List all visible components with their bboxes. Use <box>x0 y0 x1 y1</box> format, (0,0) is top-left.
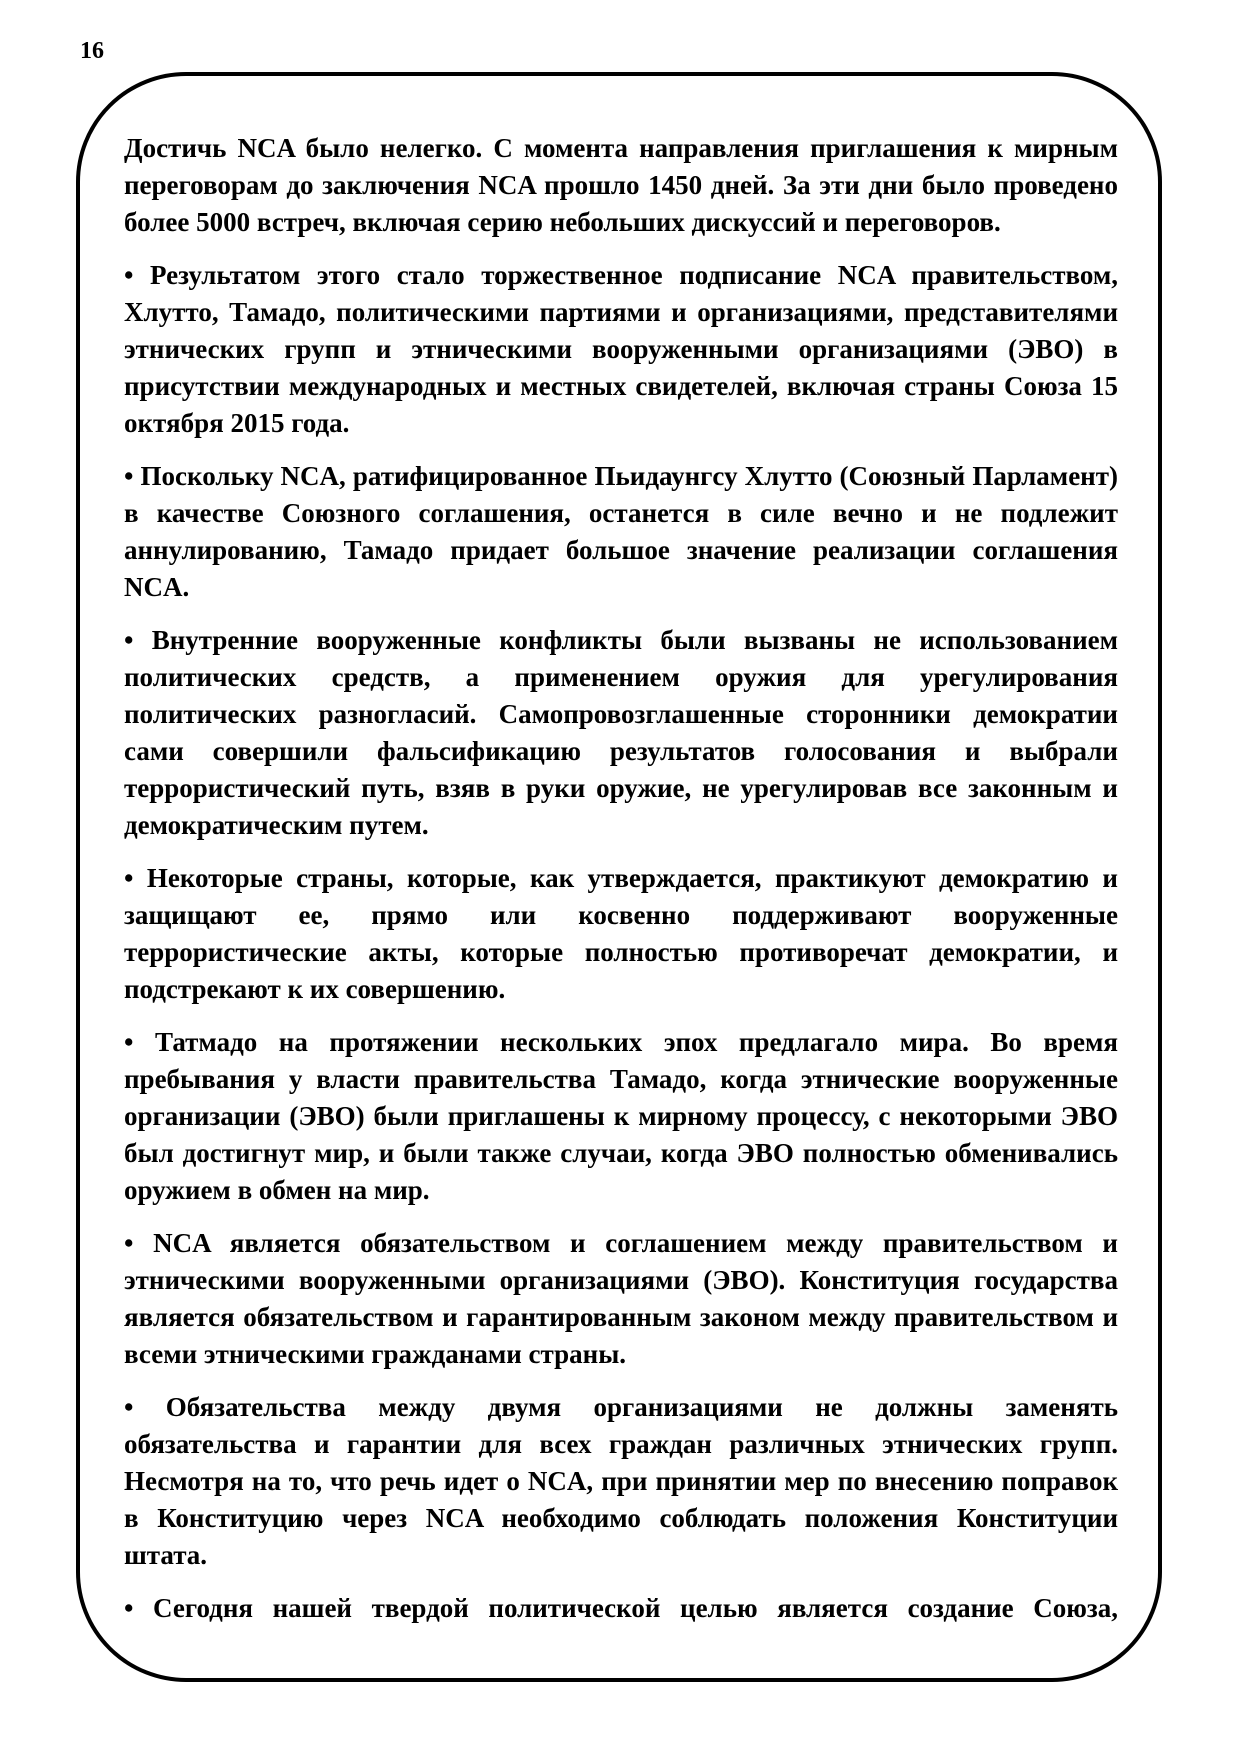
paragraph-obligations: • Обязательства между двумя организациями не должны заменять обязательства и гарантии для всех граждан различных этнических групп. Несмотря на то, что речь идет о NCA, при принятии мер по внесению поправок в Конституцию через NCA необходимо соблюдать положения Конституции штата. <box>124 1392 1118 1570</box>
paragraph-foreign-support: • Некоторые страны, которые, как утверждается, практикуют демократию и защищают ее, прямо или косвенно поддерживают вооруженные террористические акты, которые полностью противоречат демократии, и подстрекают к их совершению. <box>124 863 1118 1004</box>
body-text <box>124 130 1118 1643</box>
paragraph-intro: Достичь NCA было нелегко. С момента направления приглашения к мирным переговорам до заключения NCA прошло 1450 дней. За эти дни было проведено более 5000 встреч, включая серию небольших дискуссий и переговоров. <box>124 133 1118 237</box>
paragraph-nca-commitment: • NCA является обязательством и соглашением между правительством и этническими вооруженными организациями (ЭВО). Конституция государства является обязательством и гарантированным законом между правительством и всеми этническими гражданами страны. <box>124 1228 1118 1369</box>
paragraph-political-goal: • Сегодня нашей твердой политической целью является создание Союза, <box>124 1593 1118 1623</box>
paragraph-tatmadaw-peace: • Татмадо на протяжении нескольких эпох предлагало мира. Во время пребывания у власти правительства Тамадо, когда этнические вооруженные организации (ЭВО) были приглашены к мирному процессу, с некоторыми ЭВО был достигнут мир, и были также случаи, когда ЭВО полностью обменивались оружием в обмен на мир. <box>124 1027 1118 1205</box>
paragraph-signing: • Результатом этого стало торжественное подписание NCA правительством, Хлутто, Тамадо, политическими партиями и организациями, представителями этнических групп и этническими вооруженными организациями (ЭВО) в присутствии международных и местных свидетелей, включая страны Союза 15 октября 2015 года. <box>124 260 1118 438</box>
paragraph-internal-conflicts: • Внутренние вооруженные конфликты были вызваны не использованием политических средств, а применением оружия для урегулирования политических разногласий. Самопровозглашенные сторонники демократии сами совершили фальсификацию результатов голосования и выбрали террористический путь, взяв в руки оружие, не урегулировав все законным и демократическим путем. <box>124 625 1118 840</box>
page-number: 16 <box>80 38 104 64</box>
paragraph-ratification: • Поскольку NCA, ратифицированное Пьидаунгсу Хлутто (Союзный Парламент) в качестве Союзного соглашения, останется в силе вечно и не подлежит аннулированию, Тамадо придает большое значение реализации соглашения NCA. <box>124 461 1118 602</box>
